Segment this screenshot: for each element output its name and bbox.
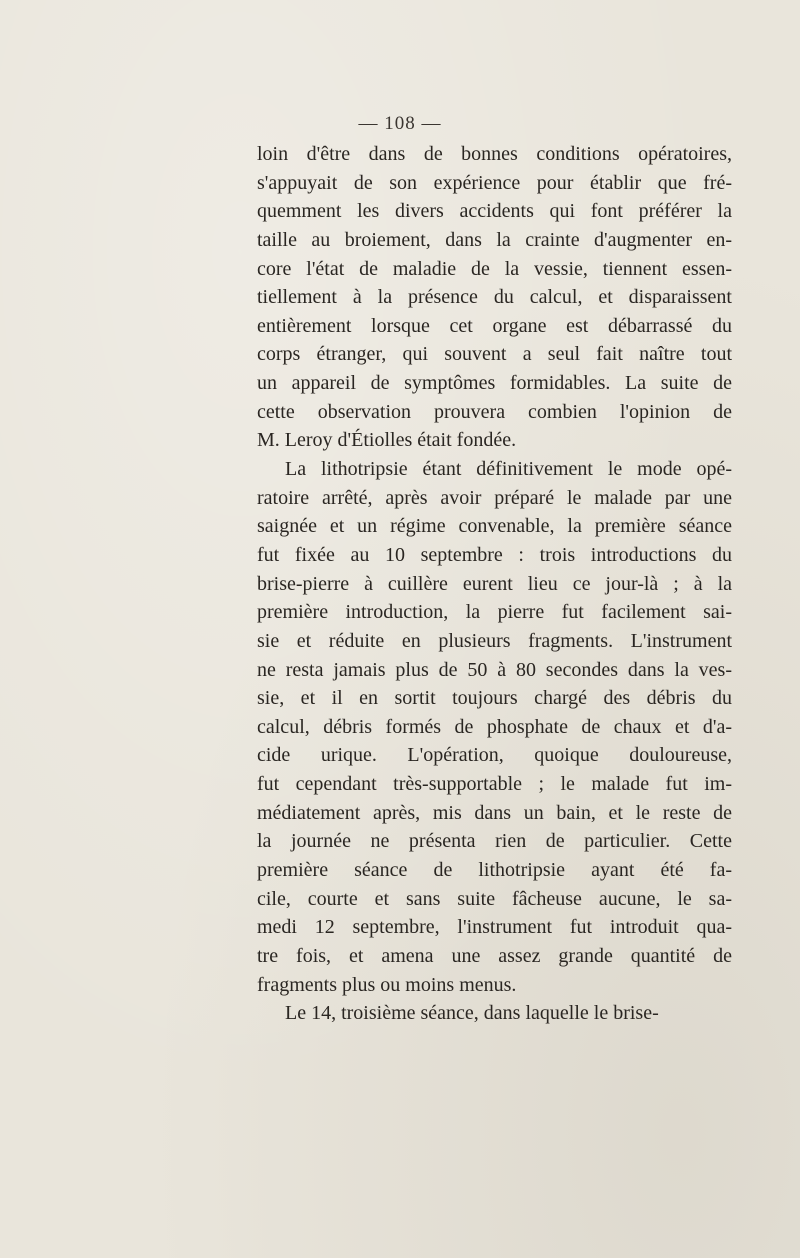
text-line: corps étranger, qui souvent a seul fait naître tout	[257, 343, 732, 366]
text-line: medi 12 septembre, l'instrument fut introduit qua-	[257, 916, 732, 939]
text-line: un appareil de symptômes formidables. La suite de	[257, 372, 732, 395]
text-line: médiatement après, mis dans un bain, et le reste de	[257, 801, 732, 824]
text-line: quemment les divers accidents qui font préférer la	[257, 200, 732, 223]
text-line: La lithotripsie étant définitivement le mode opé-	[285, 458, 732, 481]
text-line: première introduction, la pierre fut facilement sai-	[257, 601, 732, 624]
text-line: ne resta jamais plus de 50 à 80 secondes dans la ves-	[257, 658, 732, 681]
text-line: core l'état de maladie de la vessie, tiennent essen-	[257, 257, 732, 280]
page-number: — 108 —	[358, 113, 442, 134]
text-line: cide urique. L'opération, quoique douloureuse,	[257, 744, 732, 767]
text-line: taille au broiement, dans la crainte d'augmenter en-	[257, 228, 732, 251]
text-line: brise-pierre à cuillère eurent lieu ce jour-là ; à la	[257, 572, 732, 595]
text-line: première séance de lithotripsie ayant été fa-	[257, 859, 732, 882]
body-text	[257, 140, 732, 1028]
text-line: M. Leroy d'Étiolles était fondée.	[257, 429, 517, 452]
text-line: cile, courte et sans suite fâcheuse aucune, le sa-	[257, 887, 732, 910]
text-line: entièrement lorsque cet organe est débarrassé du	[257, 314, 732, 337]
text-line: fragments plus ou moins menus.	[257, 973, 517, 996]
text-line: loin d'être dans de bonnes conditions opératoires,	[257, 143, 732, 165]
text-line: sie et réduite en plusieurs fragments. L'instrument	[257, 629, 732, 652]
text-line: tre fois, et amena une assez grande quantité de	[257, 944, 732, 967]
text-line: cette observation prouvera combien l'opinion de	[257, 400, 732, 423]
text-line: Le 14, troisième séance, dans laquelle le brise-	[285, 1002, 659, 1025]
text-line: fut cependant très-supportable ; le malade fut im-	[257, 773, 732, 796]
text-line: saignée et un régime convenable, la première séance	[257, 515, 732, 538]
text-line: calcul, débris formés de phosphate de chaux et d'a-	[257, 715, 732, 738]
text-line: s'appuyait de son expérience pour établir que fré-	[257, 171, 732, 194]
text-line: la journée ne présenta rien de particulier. Cette	[257, 830, 732, 853]
text-line: sie, et il en sortit toujours chargé des débris du	[257, 687, 732, 710]
text-line: tiellement à la présence du calcul, et disparaissent	[257, 286, 732, 309]
text-line: ratoire arrêté, après avoir préparé le malade par une	[257, 486, 732, 509]
text-line: fut fixée au 10 septembre : trois introductions du	[257, 543, 732, 566]
